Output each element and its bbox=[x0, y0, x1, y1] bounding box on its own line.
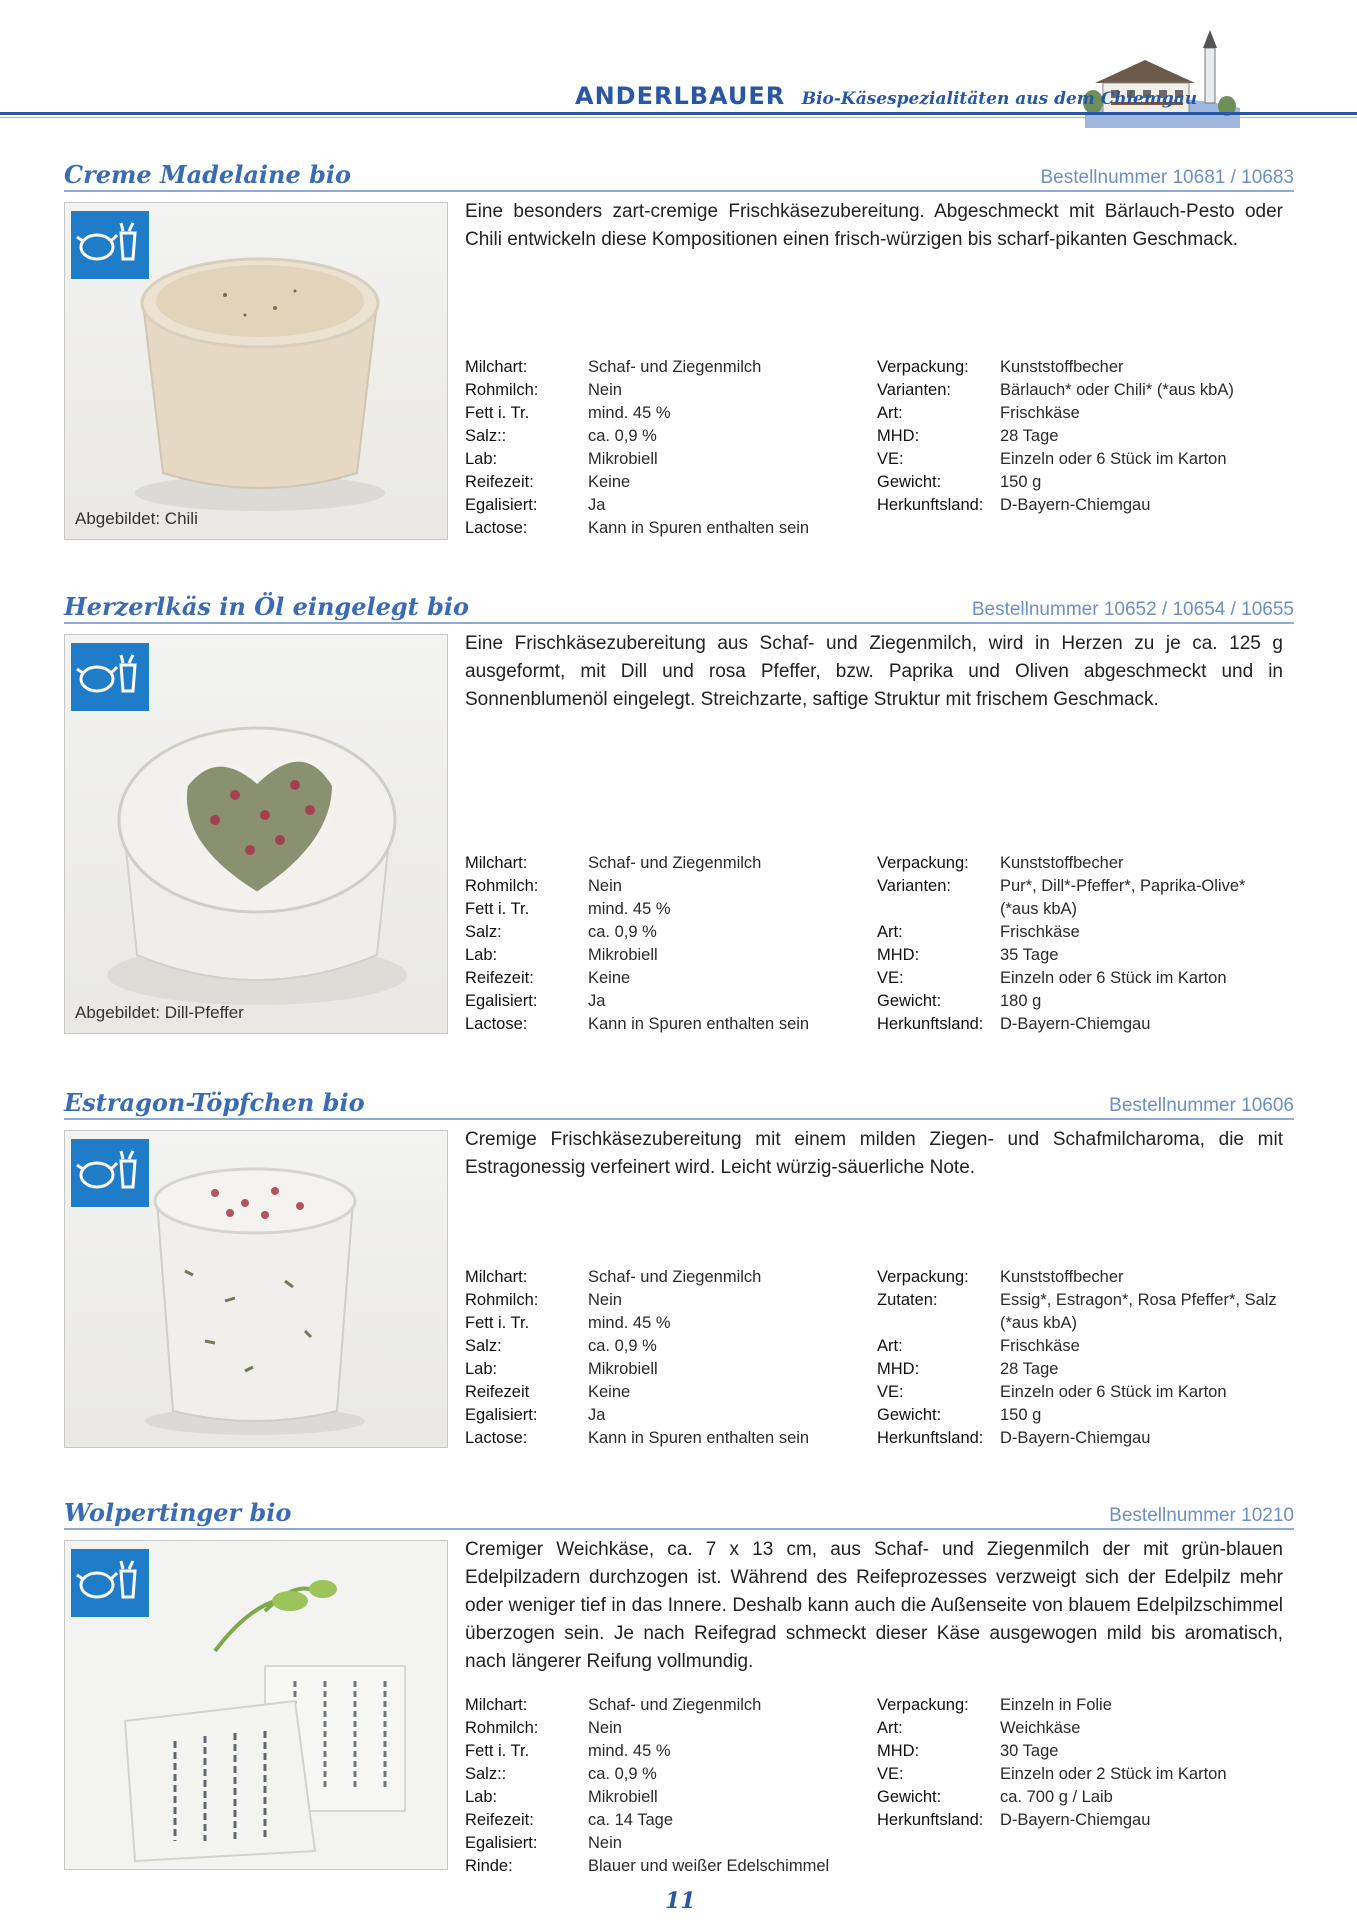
product-title: Wolpertinger bio bbox=[64, 1498, 292, 1527]
spec-row bbox=[877, 1358, 1287, 1381]
spec-value: Kunststoffbecher bbox=[1000, 854, 1124, 872]
spec-row bbox=[877, 1381, 1287, 1404]
spec-row bbox=[877, 1717, 1287, 1740]
spec-row bbox=[465, 1358, 865, 1381]
spec-row bbox=[465, 1427, 865, 1450]
spec-column-left bbox=[465, 356, 865, 540]
spec-value: 28 Tage bbox=[1000, 1360, 1059, 1378]
spec-row bbox=[877, 379, 1287, 402]
product-specs bbox=[465, 1694, 1285, 1878]
spec-row bbox=[877, 944, 1287, 967]
spec-value: 180 g bbox=[1000, 992, 1042, 1010]
spec-key: Fett i. Tr. bbox=[465, 900, 530, 918]
brand-line bbox=[575, 82, 1197, 110]
spec-key: Art: bbox=[877, 1337, 903, 1355]
spec-row bbox=[877, 1013, 1287, 1036]
spec-key: Milchart: bbox=[465, 854, 528, 872]
header-rule bbox=[0, 112, 1357, 115]
spec-value: mind. 45 % bbox=[588, 1742, 671, 1760]
spec-key: Lactose: bbox=[465, 1429, 528, 1447]
header-rule-thin bbox=[0, 117, 1357, 118]
spec-value: 35 Tage bbox=[1000, 946, 1059, 964]
spec-row bbox=[465, 1855, 865, 1878]
spec-row bbox=[877, 1786, 1287, 1809]
spec-row bbox=[465, 494, 865, 517]
spec-row bbox=[465, 425, 865, 448]
spec-row bbox=[877, 1404, 1287, 1427]
spec-key: Milchart: bbox=[465, 1268, 528, 1286]
spec-row bbox=[465, 1717, 865, 1740]
spec-value: Kann in Spuren enthalten sein bbox=[588, 1429, 810, 1447]
spec-key: Salz: bbox=[465, 923, 502, 941]
spec-row bbox=[465, 921, 865, 944]
spec-value: Ja bbox=[588, 496, 606, 514]
spec-value: Keine bbox=[588, 969, 631, 987]
spec-row bbox=[877, 425, 1287, 448]
spec-row bbox=[877, 1266, 1287, 1289]
spec-column-left bbox=[465, 1694, 865, 1878]
spec-value: Pur*, Dill*-Pfeffer*, Paprika-Olive* bbox=[1000, 877, 1246, 895]
product-section-wolpertinger bbox=[64, 1496, 1294, 1875]
spec-key: Fett i. Tr. bbox=[465, 1742, 530, 1760]
spec-key: VE: bbox=[877, 969, 904, 987]
order-number: Bestellnummer 10681 / 10683 bbox=[1040, 167, 1294, 188]
spec-row bbox=[877, 875, 1287, 898]
spec-row bbox=[465, 1740, 865, 1763]
spec-key: VE: bbox=[877, 1383, 904, 1401]
spec-row bbox=[465, 1335, 865, 1358]
spec-value: Bärlauch* oder Chili* (*aus kbA) bbox=[1000, 381, 1234, 399]
spec-key: Gewicht: bbox=[877, 1406, 942, 1424]
product-section-creme-madelaine bbox=[64, 158, 1294, 537]
brand-tagline: Bio-Käsespezialitäten aus dem Chiemgau bbox=[801, 89, 1198, 109]
spec-row bbox=[465, 1832, 865, 1855]
spec-key: Art: bbox=[877, 1719, 903, 1737]
spec-key: Lab: bbox=[465, 450, 498, 468]
sheep-goat-badge-icon bbox=[71, 1549, 149, 1617]
spec-value: Nein bbox=[588, 381, 622, 399]
spec-key: Herkunftsland: bbox=[877, 1015, 984, 1033]
section-header bbox=[64, 158, 1294, 192]
product-photo bbox=[64, 1130, 448, 1448]
spec-key: Herkunftsland: bbox=[877, 496, 984, 514]
spec-key: Varianten: bbox=[877, 877, 951, 895]
product-specs bbox=[465, 852, 1285, 1036]
spec-key: Egalisiert: bbox=[465, 992, 538, 1010]
spec-row bbox=[465, 990, 865, 1013]
section-header bbox=[64, 1496, 1294, 1530]
spec-key: Lactose: bbox=[465, 1015, 528, 1033]
spec-key bbox=[877, 1312, 1000, 1335]
spec-value: ca. 0,9 % bbox=[588, 427, 657, 445]
spec-value: Mikrobiell bbox=[588, 1788, 658, 1806]
spec-key: Reifezeit: bbox=[465, 1811, 534, 1829]
spec-value: Keine bbox=[588, 1383, 631, 1401]
spec-value: Keine bbox=[588, 473, 631, 491]
spec-key: Egalisiert: bbox=[465, 1834, 538, 1852]
spec-value: ca. 700 g / Laib bbox=[1000, 1788, 1113, 1806]
spec-key: Milchart: bbox=[465, 1696, 528, 1714]
spec-value: Einzeln in Folie bbox=[1000, 1696, 1112, 1714]
spec-column-right bbox=[877, 1694, 1287, 1832]
spec-value: Schaf- und Ziegenmilch bbox=[588, 1268, 762, 1286]
product-photo bbox=[64, 202, 448, 540]
spec-row bbox=[465, 1694, 865, 1717]
spec-key: MHD: bbox=[877, 946, 920, 964]
spec-row bbox=[465, 448, 865, 471]
spec-row bbox=[877, 1740, 1287, 1763]
spec-value: Nein bbox=[588, 1834, 622, 1852]
product-description: Cremige Frischkäsezubereitung mit einem milden Ziegen- und Schafmilcharoma, die mit Estragonessig verfeinert wird. Leicht würzig-säuerliche Note. bbox=[465, 1129, 1283, 1178]
spec-value: Weichkäse bbox=[1000, 1719, 1081, 1737]
spec-value: 150 g bbox=[1000, 473, 1042, 491]
spec-row bbox=[465, 1289, 865, 1312]
spec-row bbox=[465, 402, 865, 425]
spec-value: Einzeln oder 2 Stück im Karton bbox=[1000, 1765, 1227, 1783]
spec-key: Egalisiert: bbox=[465, 1406, 538, 1424]
spec-key: Reifezeit: bbox=[465, 473, 534, 491]
spec-column-right bbox=[877, 356, 1287, 517]
spec-row bbox=[877, 1312, 1287, 1335]
spec-row bbox=[877, 852, 1287, 875]
spec-key: Rohmilch: bbox=[465, 1291, 539, 1309]
spec-key: MHD: bbox=[877, 427, 920, 445]
spec-row bbox=[465, 944, 865, 967]
spec-key: Rohmilch: bbox=[465, 1719, 539, 1737]
spec-row bbox=[877, 1427, 1287, 1450]
spec-value: Blauer und weißer Edelschimmel bbox=[588, 1857, 830, 1875]
product-photo bbox=[64, 1540, 448, 1870]
spec-value: Mikrobiell bbox=[588, 450, 658, 468]
spec-key: Herkunftsland: bbox=[877, 1429, 984, 1447]
sheep-goat-badge-icon bbox=[71, 1139, 149, 1207]
product-description: Eine Frischkäsezubereitung aus Schaf- und Ziegenmilch, wird in Herzen zu je ca. 125 g ausgeformt, mit Dill und rosa Pfeffer, bzw. Paprika und Oliven abgeschmeckt und in Sonnenblumenöl eingelegt. Streichzarte, saftige Struktur mit frischem Geschmack. bbox=[465, 633, 1283, 710]
spec-key: Gewicht: bbox=[877, 1788, 942, 1806]
spec-key: MHD: bbox=[877, 1742, 920, 1760]
spec-key: Varianten: bbox=[877, 381, 951, 399]
spec-column-left bbox=[465, 1266, 865, 1450]
spec-row bbox=[465, 852, 865, 875]
spec-key: Reifezeit: bbox=[465, 969, 534, 987]
spec-row bbox=[465, 967, 865, 990]
spec-row bbox=[465, 1381, 865, 1404]
spec-key: Egalisiert: bbox=[465, 496, 538, 514]
spec-key: Gewicht: bbox=[877, 992, 942, 1010]
product-title: Creme Madelaine bio bbox=[64, 160, 351, 189]
spec-key: Milchart: bbox=[465, 358, 528, 376]
spec-key: Lactose: bbox=[465, 519, 528, 537]
spec-value: Ja bbox=[588, 992, 606, 1010]
spec-value: Frischkäse bbox=[1000, 404, 1080, 422]
spec-value: Schaf- und Ziegenmilch bbox=[588, 854, 762, 872]
spec-key: Salz:: bbox=[465, 1765, 507, 1783]
product-section-herzerlkaes bbox=[64, 590, 1294, 1033]
spec-value: Frischkäse bbox=[1000, 1337, 1080, 1355]
spec-value: mind. 45 % bbox=[588, 900, 671, 918]
spec-value: D-Bayern-Chiemgau bbox=[1000, 1015, 1151, 1033]
product-title: Herzerlkäs in Öl eingelegt bio bbox=[64, 592, 469, 621]
spec-key: VE: bbox=[877, 1765, 904, 1783]
spec-row bbox=[465, 379, 865, 402]
spec-value: Schaf- und Ziegenmilch bbox=[588, 1696, 762, 1714]
spec-value: Kunststoffbecher bbox=[1000, 1268, 1124, 1286]
spec-value: Frischkäse bbox=[1000, 923, 1080, 941]
spec-value: Mikrobiell bbox=[588, 1360, 658, 1378]
spec-value: 30 Tage bbox=[1000, 1742, 1059, 1760]
page-header bbox=[0, 0, 1357, 140]
spec-row bbox=[877, 471, 1287, 494]
spec-key: Lab: bbox=[465, 946, 498, 964]
spec-row bbox=[465, 1809, 865, 1832]
spec-row bbox=[877, 1289, 1287, 1312]
spec-value: Kunststoffbecher bbox=[1000, 358, 1124, 376]
spec-key: Herkunftsland: bbox=[877, 1811, 984, 1829]
spec-row bbox=[877, 402, 1287, 425]
spec-row bbox=[877, 494, 1287, 517]
spec-row bbox=[465, 1266, 865, 1289]
section-header bbox=[64, 1086, 1294, 1120]
spec-value: Mikrobiell bbox=[588, 946, 658, 964]
spec-column-right bbox=[877, 1266, 1287, 1450]
product-title: Estragon-Töpfchen bio bbox=[64, 1088, 365, 1117]
spec-column-left bbox=[465, 852, 865, 1036]
spec-key: Verpackung: bbox=[877, 854, 969, 872]
spec-key: Reifezeit bbox=[465, 1383, 530, 1401]
spec-row bbox=[465, 875, 865, 898]
spec-value: Ja bbox=[588, 1406, 606, 1424]
spec-key: MHD: bbox=[877, 1360, 920, 1378]
spec-value: ca. 0,9 % bbox=[588, 1337, 657, 1355]
spec-key: Art: bbox=[877, 923, 903, 941]
spec-value: D-Bayern-Chiemgau bbox=[1000, 1811, 1151, 1829]
spec-value: Schaf- und Ziegenmilch bbox=[588, 358, 762, 376]
spec-value: Nein bbox=[588, 877, 622, 895]
spec-key: Verpackung: bbox=[877, 1268, 969, 1286]
order-number: Bestellnummer 10652 / 10654 / 10655 bbox=[971, 599, 1294, 620]
spec-value: Kann in Spuren enthalten sein bbox=[588, 1015, 810, 1033]
spec-value: 28 Tage bbox=[1000, 427, 1059, 445]
spec-row bbox=[465, 1404, 865, 1427]
spec-row bbox=[465, 356, 865, 379]
brand-name: ANDERLBAUER bbox=[575, 82, 786, 110]
spec-key: Verpackung: bbox=[877, 358, 969, 376]
spec-value: Nein bbox=[588, 1719, 622, 1737]
spec-row bbox=[877, 1335, 1287, 1358]
order-number: Bestellnummer 10210 bbox=[1109, 1505, 1294, 1526]
spec-row bbox=[877, 990, 1287, 1013]
spec-value: Einzeln oder 6 Stück im Karton bbox=[1000, 450, 1227, 468]
spec-row bbox=[465, 1312, 865, 1335]
page-number: 11 bbox=[665, 1888, 696, 1914]
spec-value: Einzeln oder 6 Stück im Karton bbox=[1000, 969, 1227, 987]
spec-row bbox=[877, 921, 1287, 944]
photo-caption: Abgebildet: Chili bbox=[75, 509, 198, 528]
spec-key: Gewicht: bbox=[877, 473, 942, 491]
spec-row bbox=[877, 1763, 1287, 1786]
spec-column-right bbox=[877, 852, 1287, 1036]
spec-row bbox=[465, 517, 865, 540]
spec-key: Rohmilch: bbox=[465, 381, 539, 399]
spec-key: Zutaten: bbox=[877, 1291, 938, 1309]
spec-key: Fett i. Tr. bbox=[465, 1314, 530, 1332]
spec-value: D-Bayern-Chiemgau bbox=[1000, 496, 1151, 514]
order-number: Bestellnummer 10606 bbox=[1109, 1095, 1294, 1116]
spec-key: Verpackung: bbox=[877, 1696, 969, 1714]
product-photo bbox=[64, 634, 448, 1034]
spec-value: mind. 45 % bbox=[588, 1314, 671, 1332]
spec-value: ca. 14 Tage bbox=[588, 1811, 674, 1829]
spec-row bbox=[465, 471, 865, 494]
section-header bbox=[64, 590, 1294, 624]
spec-row bbox=[465, 1763, 865, 1786]
product-specs bbox=[465, 1266, 1285, 1450]
spec-value: Einzeln oder 6 Stück im Karton bbox=[1000, 1383, 1227, 1401]
product-description: Eine besonders zart-cremige Frischkäsezubereitung. Abgeschmeckt mit Bärlauch-Pesto oder Chili entwickeln diese Kompositionen einen frisch-würzigen bis scharf-pikanten Geschmack. bbox=[465, 201, 1283, 250]
spec-row bbox=[877, 356, 1287, 379]
spec-key: Salz: bbox=[465, 1337, 502, 1355]
spec-value: mind. 45 % bbox=[588, 404, 671, 422]
product-section-estragon-toepfchen bbox=[64, 1086, 1294, 1447]
spec-value: (*aus kbA) bbox=[1000, 900, 1078, 918]
spec-value: 150 g bbox=[1000, 1406, 1042, 1424]
spec-value: Nein bbox=[588, 1291, 622, 1309]
spec-key: Rinde: bbox=[465, 1857, 513, 1875]
spec-value: Kann in Spuren enthalten sein bbox=[588, 519, 810, 537]
spec-row bbox=[877, 448, 1287, 471]
spec-key: Lab: bbox=[465, 1788, 498, 1806]
spec-row bbox=[877, 1694, 1287, 1717]
spec-key: Lab: bbox=[465, 1360, 498, 1378]
spec-value: ca. 0,9 % bbox=[588, 1765, 657, 1783]
spec-row bbox=[877, 1809, 1287, 1832]
spec-row bbox=[877, 967, 1287, 990]
spec-key: VE: bbox=[877, 450, 904, 468]
spec-value: ca. 0,9 % bbox=[588, 923, 657, 941]
sheep-goat-badge-icon bbox=[71, 211, 149, 279]
sheep-goat-badge-icon bbox=[71, 643, 149, 711]
product-description: Cremiger Weichkäse, ca. 7 x 13 cm, aus Schaf- und Ziegenmilch der mit grün-blauen Edelpilzadern durchzogen ist. Während des Reifeprozesses verzweigt sich der Edelpilz mehr oder weniger tief in das Innere. Deshalb kann auch die Außenseite von blauem Edelpilzschimmel überzogen sein. Je nach Reifegrad schmeckt dieser Käse ausgewogen mild bis aromatisch, nach längerer Reifung vollmundig. bbox=[465, 1539, 1283, 1672]
spec-row bbox=[877, 898, 1287, 921]
spec-row bbox=[465, 1786, 865, 1809]
product-specs bbox=[465, 356, 1285, 540]
spec-key: Art: bbox=[877, 404, 903, 422]
photo-caption: Abgebildet: Dill-Pfeffer bbox=[75, 1003, 244, 1022]
spec-value: Essig*, Estragon*, Rosa Pfeffer*, Salz bbox=[1000, 1291, 1277, 1309]
spec-key: Rohmilch: bbox=[465, 877, 539, 895]
spec-row bbox=[465, 898, 865, 921]
spec-value: (*aus kbA) bbox=[1000, 1314, 1078, 1332]
spec-row bbox=[465, 1013, 865, 1036]
spec-key bbox=[877, 898, 1000, 921]
spec-key: Fett i. Tr. bbox=[465, 404, 530, 422]
spec-key: Salz:: bbox=[465, 427, 507, 445]
spec-value: D-Bayern-Chiemgau bbox=[1000, 1429, 1151, 1447]
